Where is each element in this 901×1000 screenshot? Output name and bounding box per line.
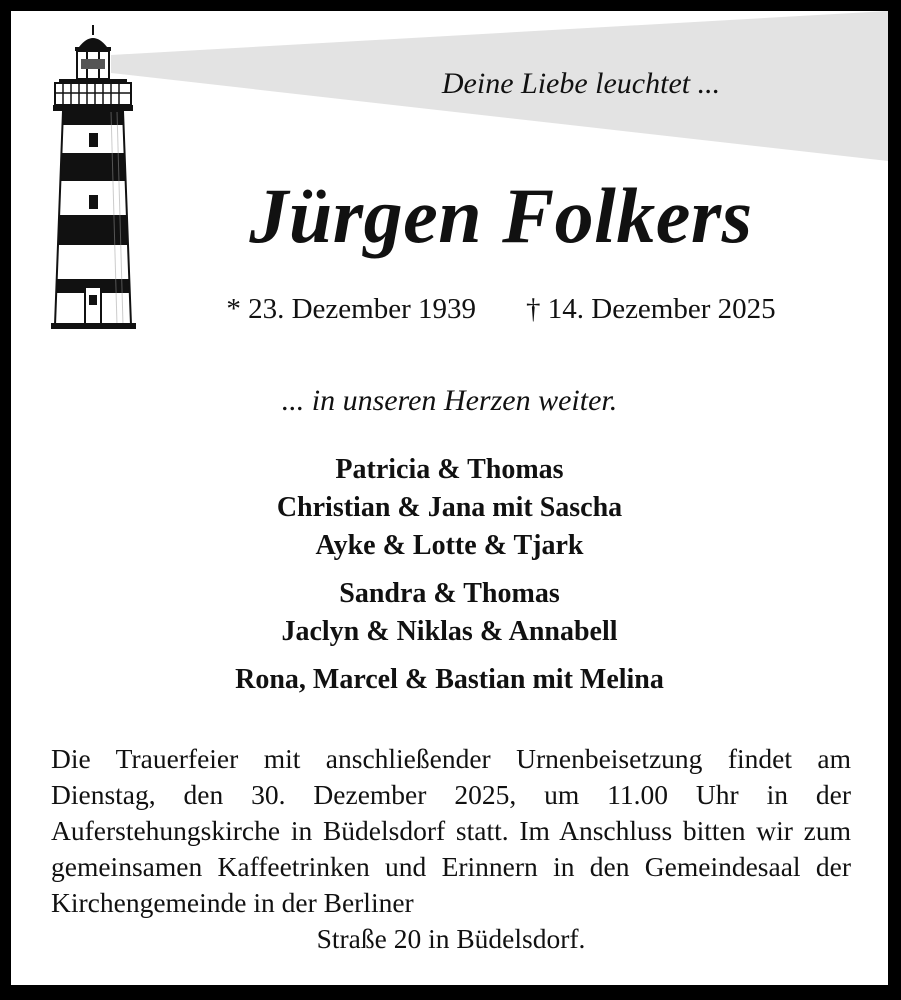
notice-last-line: Straße 20 in Büdelsdorf. (316, 923, 586, 954)
mourner-line: Patricia & Thomas (335, 454, 564, 485)
notice-text: Die Trauerfeier mit anschließender Urnenbeisetzung findet am Dienstag, den 30. Dezember 2025, um 11.00 Uhr in der Auferstehungskirche in Büdelsdorf statt. Im Anschluss bitten wir zum gemeinsamen Kaffeetrinken und Erinnern in den Gemeindesaal der Kirchengemeinde in der Berliner (51, 743, 851, 918)
mourner-line: Jaclyn & Niklas & Annabell (281, 616, 618, 647)
lighthouse-icon (51, 25, 136, 330)
mourner-group (11, 661, 888, 699)
mourners-list (11, 451, 888, 709)
mourner-line: Ayke & Lotte & Tjark (315, 530, 584, 561)
motto: Deine Liebe leuchtet ... (441, 67, 721, 100)
mourner-line: Sandra & Thomas (339, 578, 560, 609)
deceased-name: Jürgen Folkers (249, 172, 753, 259)
death-date: † 14. Dezember 2025 (526, 293, 776, 325)
birth-date: * 23. Dezember 1939 (226, 293, 476, 325)
obituary-card (11, 11, 888, 985)
subline: ... in unseren Herzen weiter. (281, 384, 618, 417)
mourner-line: Rona, Marcel & Bastian mit Melina (235, 664, 664, 695)
mourner-group (11, 575, 888, 651)
mourner-group (11, 451, 888, 565)
mourner-line: Christian & Jana mit Sascha (276, 492, 623, 523)
life-dates (171, 293, 831, 326)
funeral-notice (51, 741, 851, 957)
